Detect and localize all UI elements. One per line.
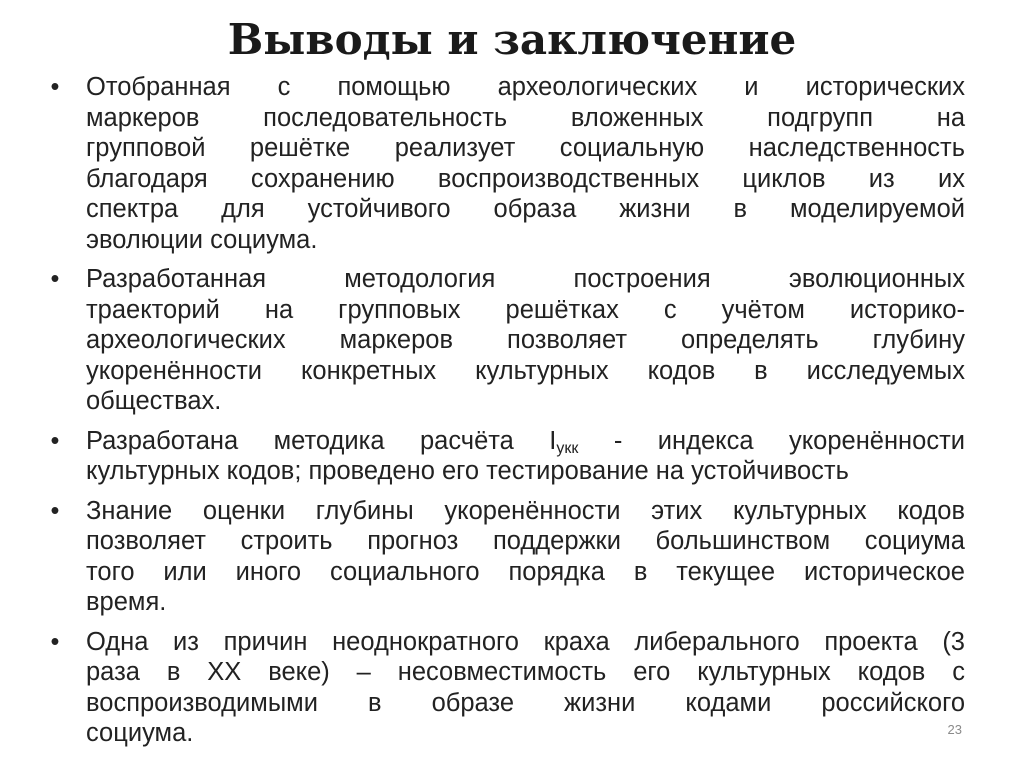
bullet-icon: •	[50, 426, 60, 455]
bullet-icon: •	[50, 496, 60, 525]
bullet-item-2	[40, 264, 965, 417]
bullet-2-line-4: укоренённости конкретных культурных кодов в исследуемых	[86, 356, 965, 385]
bullet-2-line-5: обществах.	[86, 387, 222, 415]
bullet-1-line-4: благодаря сохранению воспроизводственных циклов из их	[86, 164, 965, 193]
bullet-icon: •	[50, 265, 60, 293]
bullet-1-line-5: спектра для устойчивого образа жизни в моделируемой	[86, 195, 965, 223]
bullet-4-line-2: позволяет строить прогноз поддержки большинством социума	[86, 527, 965, 555]
slide-title: Выводы и заключение	[227, 15, 797, 64]
bullet-item-3	[40, 426, 965, 487]
bullet-4-line-4: время.	[86, 588, 167, 616]
bullet-5-line-3: воспроизводимыми в образе жизни кодами российского	[86, 688, 965, 717]
bullet-4-line-3: того или иного социального порядка в текущее историческое	[86, 557, 965, 586]
bullet-3-text-after: - индекса укоренённости	[578, 426, 965, 455]
bullet-4-line-1: Знание оценки глубины укоренённости этих культурных кодов	[86, 496, 965, 525]
bullet-5-line-4: социума.	[86, 719, 194, 747]
bullet-2-line-3: археологических маркеров позволяет определять глубину	[86, 326, 965, 354]
bullet-3-text-before: Разработана методика расчёта I	[86, 426, 557, 455]
bullet-icon: •	[50, 627, 60, 656]
bullet-item-5	[40, 627, 965, 749]
bullet-2-line-1: Разработанная методология построения эволюционных	[86, 265, 965, 293]
bullet-2-line-2: траекторий на групповых решётках с учётом историко-	[86, 295, 965, 324]
bullet-list	[40, 72, 965, 758]
bullet-5-line-1: Одна из причин неоднократного краха либерального проекта (3	[86, 627, 965, 656]
bullet-3-line-1	[86, 426, 965, 457]
page-number: 23	[947, 722, 962, 737]
bullet-5-line-2: раза в XX веке) – несовместимость его культурных кодов с	[86, 658, 965, 686]
bullet-1-line-2: маркеров последовательность вложенных подгрупп на	[86, 103, 965, 132]
bullet-1-line-3: групповой решётке реализует социальную наследственность	[86, 134, 965, 162]
bullet-1-line-1: Отобранная с помощью археологических и исторических	[86, 73, 965, 101]
bullet-1-line-6: эволюции социума.	[86, 225, 318, 254]
bullet-icon: •	[50, 73, 60, 101]
bullet-item-4	[40, 496, 965, 618]
bullet-item-1	[40, 72, 965, 255]
bullet-3-line-2: культурных кодов; проведено его тестирование на устойчивость	[86, 457, 849, 485]
index-subscript: укк	[556, 439, 579, 457]
